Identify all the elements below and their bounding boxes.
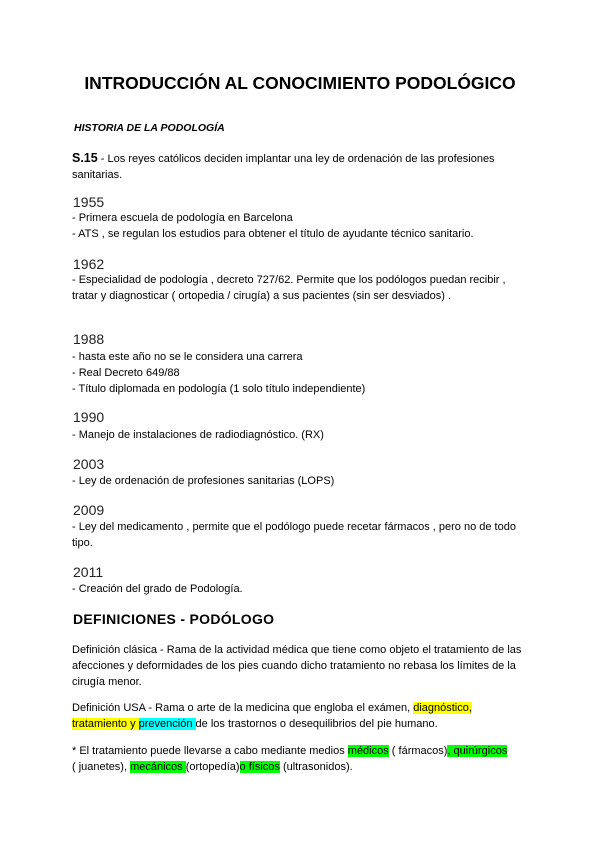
highlight-prevencion: prevención (138, 718, 196, 730)
highlight-tratamiento: tratamiento (72, 718, 128, 730)
year-1990: 1990 (73, 409, 105, 425)
def-usa-text-end: de los trastornos o desequilibrios del pie humano. (195, 718, 438, 730)
s15-label: S.15 (72, 151, 98, 165)
nota-ortopedia: (ortopedía) (185, 761, 240, 773)
entry-1988-line2: - Real Decreto 649/88 (72, 367, 180, 379)
entry-2011: - Creación del grado de Podología. (72, 583, 243, 595)
year-2003: 2003 (73, 456, 105, 472)
highlight-quirurgicos: , quirúrgicos (447, 745, 508, 757)
document-title: INTRODUCCIÓN AL CONOCIMIENTO PODOLÓGICO (84, 73, 516, 93)
s15-line2: sanitarias. (72, 169, 123, 181)
entry-2003: - Ley de ordenación de profesiones sanitarias (LOPS) (72, 475, 335, 487)
definicion-clasica-line1: Definición clásica - Rama de la actividad médica que tiene como objeto el tratamiento de las (72, 644, 522, 656)
nota-ultrasonidos: (ultrasonidos). (279, 761, 353, 773)
entry-2009-line2: tipo. (72, 537, 93, 549)
s15-paragraph (72, 150, 495, 183)
entry-1988 (72, 349, 365, 397)
entry-2009 (72, 519, 516, 551)
historia-heading: HISTORIA DE LA PODOLOGÍA (74, 122, 225, 134)
def-usa-text: Definición USA - Rama o arte de la medicina que engloba el exámen, (72, 702, 414, 714)
highlight-medicos: médicos (347, 745, 389, 757)
entry-2009-line1: - Ley del medicamento , permite que el podólogo puede recetar fármacos , pero no de todo (72, 521, 516, 533)
definicion-clasica-line2: afecciones y deformidades de los pies cuando dicho tratamiento no rebasa los límites de la (72, 660, 516, 672)
entry-1988-line1: - hasta este año no se le considera una carrera (72, 351, 303, 363)
entry-1955-line1: - Primera escuela de podología en Barcelona (72, 212, 293, 224)
definicion-clasica (72, 642, 521, 690)
highlight-mecanicos: mecánicos (130, 761, 186, 773)
nota-farmacos: ( fármacos) (388, 745, 448, 757)
entry-1962-line1: - Especialidad de podología , decreto 727/62. Permite que los podólogos puedan recibir , (72, 274, 506, 286)
nota-tratamiento (72, 743, 507, 775)
year-2011: 2011 (73, 564, 104, 580)
s15-line1: - Los reyes católicos deciden implantar una ley de ordenación de las profesiones (97, 153, 495, 165)
year-1955: 1955 (73, 194, 105, 210)
nota-juanetes: ( juanetes), (72, 761, 131, 773)
definiciones-heading: DEFINICIONES - PODÓLOGO (73, 611, 275, 627)
highlight-diagnostico: diagnóstico, (413, 702, 472, 714)
entry-1988-line3: - Título diplomada en podología (1 solo título independiente) (72, 383, 366, 395)
highlight-y: y (127, 718, 139, 730)
year-1962: 1962 (73, 256, 105, 272)
year-1988: 1988 (73, 331, 105, 347)
definicion-clasica-line3: cirugía menor. (72, 676, 142, 688)
entry-1962-line2: tratar y diagnosticar ( ortopedia / cirugía) a sus pacientes (sin ser desviados) . (72, 290, 452, 302)
entry-1955-line2: - ATS , se regulan los estudios para obtener el título de ayudante técnico sanitario. (72, 228, 474, 240)
definicion-usa (72, 700, 472, 732)
entry-1962 (72, 272, 506, 304)
highlight-fisicos: o físicos (239, 761, 280, 773)
entry-1990: - Manejo de instalaciones de radiodiagnóstico. (RX) (72, 429, 324, 441)
nota-text: * El tratamiento puede llevarse a cabo mediante medios (72, 745, 348, 757)
year-2009: 2009 (73, 502, 105, 518)
entry-1955 (72, 210, 474, 242)
